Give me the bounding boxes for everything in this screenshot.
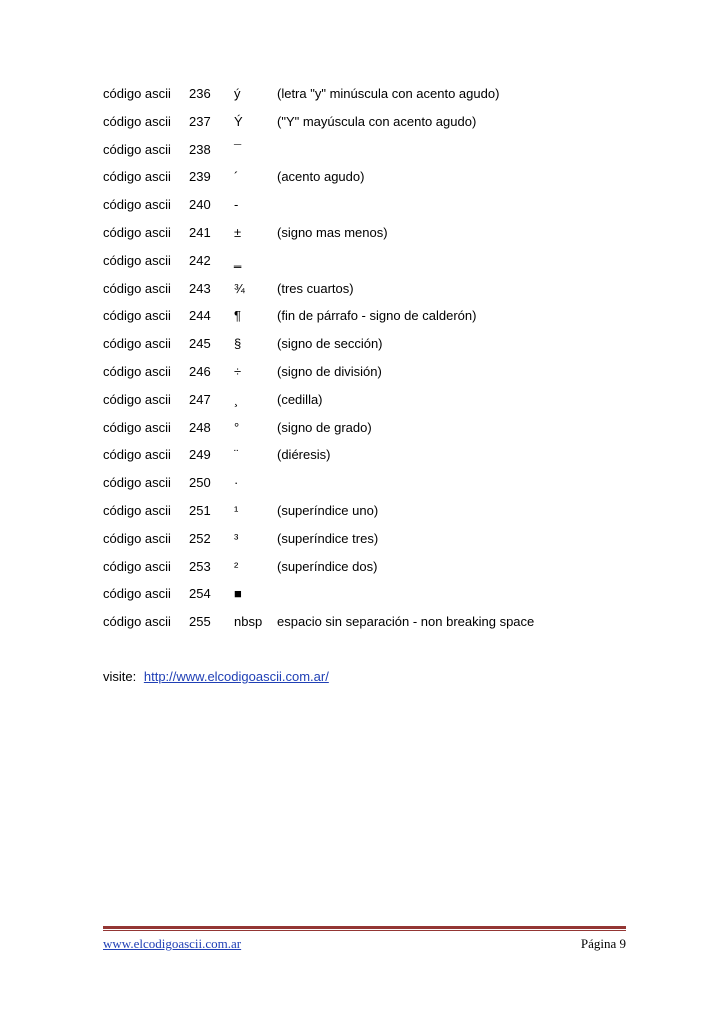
row-char: § xyxy=(234,336,242,352)
table-row xyxy=(103,420,663,448)
row-description: (superíndice tres) xyxy=(277,530,379,546)
row-description: (acento agudo) xyxy=(277,169,365,185)
row-char: ý xyxy=(234,86,241,101)
row-code: 254 xyxy=(189,586,211,602)
row-description: (signo de división) xyxy=(277,363,382,379)
row-char: · xyxy=(234,475,239,491)
table-row xyxy=(103,503,663,531)
row-code: 245 xyxy=(189,336,211,352)
row-code: 240 xyxy=(189,197,211,213)
row-char: ¶ xyxy=(234,308,241,324)
row-description: (letra "y" minúscula con acento agudo) xyxy=(277,86,500,101)
row-char: ³ xyxy=(234,530,239,546)
visit-line xyxy=(103,669,329,685)
row-char: - xyxy=(234,197,239,213)
row-label: código ascii xyxy=(103,197,171,213)
row-code: 253 xyxy=(189,558,211,574)
row-code: 238 xyxy=(189,141,211,157)
row-code: 242 xyxy=(189,252,211,268)
table-row xyxy=(103,559,663,587)
row-description: espacio sin separación - non breaking space xyxy=(277,614,535,630)
visit-link[interactable]: http://www.elcodigoascii.com.ar/ xyxy=(143,669,329,684)
row-label: código ascii xyxy=(103,336,171,352)
table-row xyxy=(103,308,663,336)
row-label: código ascii xyxy=(103,558,171,574)
row-description: (signo de sección) xyxy=(277,336,383,352)
row-char: ¾ xyxy=(234,280,245,296)
row-code: 252 xyxy=(189,530,211,546)
row-label: código ascii xyxy=(103,252,171,268)
row-description: ("Y" mayúscula con acento agudo) xyxy=(277,113,477,129)
row-label: código ascii xyxy=(103,502,171,518)
row-char: ÷ xyxy=(234,363,242,379)
table-row xyxy=(103,114,663,142)
row-label: código ascii xyxy=(103,447,171,463)
row-char: ° xyxy=(234,419,240,435)
table-row xyxy=(103,281,663,309)
row-description: (signo mas menos) xyxy=(277,224,388,240)
row-label: código ascii xyxy=(103,280,171,296)
table-row xyxy=(103,614,663,642)
row-label: código ascii xyxy=(103,224,171,240)
row-code: 249 xyxy=(189,447,211,463)
ascii-table xyxy=(103,86,663,642)
row-label: código ascii xyxy=(103,391,171,407)
row-char: nbsp xyxy=(234,614,263,630)
row-description: (signo de grado) xyxy=(277,419,372,435)
table-row xyxy=(103,392,663,420)
row-char: ¹ xyxy=(234,502,239,518)
row-code: 237 xyxy=(189,113,211,129)
visit-label: visite: xyxy=(103,669,137,684)
row-char: ¯ xyxy=(234,141,242,157)
row-label: código ascii xyxy=(103,169,171,185)
row-char: ´ xyxy=(234,169,239,185)
row-code: 239 xyxy=(189,169,211,185)
table-row xyxy=(103,253,663,281)
row-label: código ascii xyxy=(103,419,171,435)
row-char: ‗ xyxy=(234,252,242,268)
table-row xyxy=(103,475,663,503)
table-row xyxy=(103,447,663,475)
footer-rule-thin xyxy=(103,930,626,931)
table-row xyxy=(103,197,663,225)
row-code: 251 xyxy=(189,502,211,518)
table-row xyxy=(103,364,663,392)
row-code: 243 xyxy=(189,280,211,296)
row-code: 255 xyxy=(189,614,211,630)
row-description: (fin de párrafo - signo de calderón) xyxy=(277,308,477,324)
row-label: código ascii xyxy=(103,586,171,602)
row-label: código ascii xyxy=(103,308,171,324)
row-code: 246 xyxy=(189,363,211,379)
table-row xyxy=(103,531,663,559)
row-description: (superíndice dos) xyxy=(277,558,378,574)
table-row xyxy=(103,142,663,170)
row-code: 250 xyxy=(189,475,211,491)
row-char: ¨ xyxy=(234,447,239,463)
row-code: 247 xyxy=(189,391,211,407)
row-description: (superíndice uno) xyxy=(277,502,379,518)
footer-site-link[interactable]: www.elcodigoascii.com.ar xyxy=(103,936,242,951)
table-row xyxy=(103,86,663,114)
table-row xyxy=(103,225,663,253)
row-code: 241 xyxy=(189,224,211,240)
row-char: ² xyxy=(234,558,239,574)
row-char: ¸ xyxy=(234,391,239,407)
table-row xyxy=(103,336,663,364)
row-char: ■ xyxy=(234,586,242,602)
row-description: (tres cuartos) xyxy=(277,280,354,296)
row-code: 244 xyxy=(189,308,211,324)
row-label: código ascii xyxy=(103,113,171,129)
row-description: (diéresis) xyxy=(277,447,331,463)
table-row xyxy=(103,586,663,614)
row-label: código ascii xyxy=(103,475,171,491)
row-label: código ascii xyxy=(103,141,171,157)
row-char: Ý xyxy=(234,113,243,129)
row-code: 248 xyxy=(189,419,211,435)
table-row xyxy=(103,169,663,197)
row-char: ± xyxy=(234,224,242,240)
footer-page-number: Página 9 xyxy=(580,936,626,951)
row-label: código ascii xyxy=(103,614,171,630)
row-label: código ascii xyxy=(103,86,171,101)
footer-rule-thick xyxy=(103,926,626,929)
row-code: 236 xyxy=(189,86,211,101)
row-label: código ascii xyxy=(103,363,171,379)
row-label: código ascii xyxy=(103,530,171,546)
row-description: (cedilla) xyxy=(277,391,323,407)
